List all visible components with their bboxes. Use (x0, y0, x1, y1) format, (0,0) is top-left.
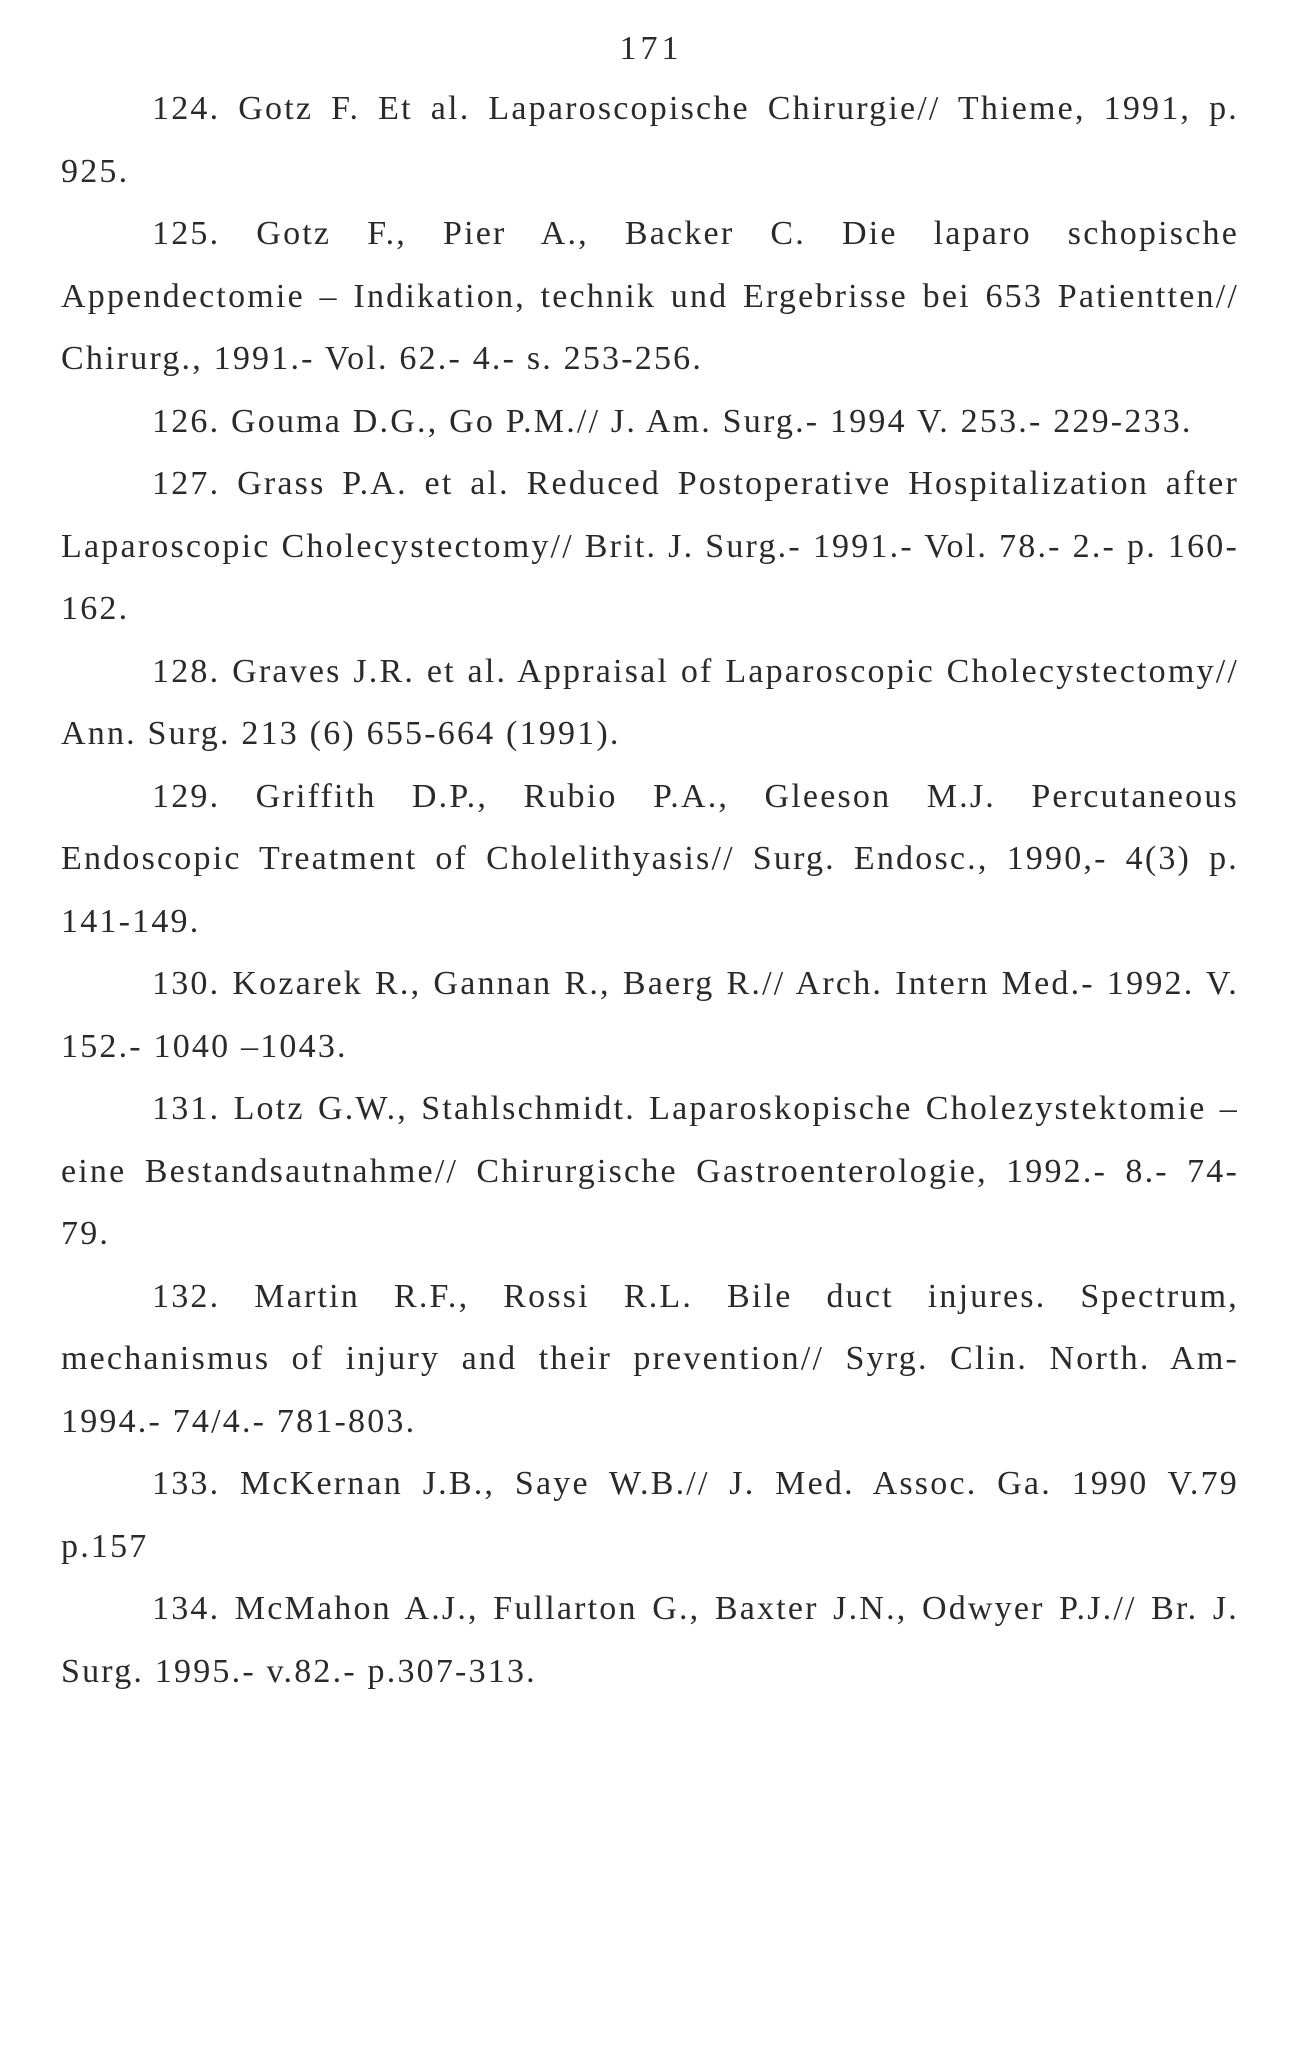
reference-item: 132. Martin R.F., Rossi R.L. Bile duct injures. Spectrum, mechanismus of injury and their prevention// Syrg. Clin. North. Am- 1994.- 74/4.- 781-803. (61, 1277, 1239, 1440)
reference-list (61, 78, 1239, 1703)
page-number: 171 (619, 30, 683, 67)
reference-item: 134. McMahon A.J., Fullarton G., Baxter J.N., Odwyer P.J.// Br. J. Surg. 1995.- v.82.- p.307-313. (61, 1590, 1239, 1690)
reference-item: 129. Griffith D.P., Rubio P.A., Gleeson M.J. Percutaneous Endoscopic Treatment of Cholelithyasis// Surg. Endosc., 1990,- 4(3) p. 141-149. (61, 777, 1239, 940)
reference-item: 131. Lotz G.W., Stahlschmidt. Laparoskopische Cholezystektomie – eine Bestandsautnahme// Chirurgische Gastroenterologie, 1992.- 8.- 74-79. (61, 1090, 1239, 1252)
reference-item: 133. McKernan J.B., Saye W.B.// J. Med. Assoc. Ga. 1990 V.79 p.157 (61, 1465, 1239, 1565)
reference-item: 128. Graves J.R. et al. Appraisal of Laparoscopic Cholecystectomy// Ann. Surg. 213 (6) 655-664 (1991). (61, 652, 1239, 752)
reference-item: 124. Gotz F. Et al. Laparoscopische Chirurgie// Thieme, 1991, p. 925. (61, 90, 1239, 190)
reference-item: 126. Gouma D.G., Go P.M.// J. Am. Surg.- 1994 V. 253.- 229-233. (152, 402, 1193, 440)
reference-item: 127. Grass P.A. et al. Reduced Postoperative Hospitalization after Laparoscopic Cholecystectomy// Brit. J. Surg.- 1991.- Vol. 78.- 2.- p. 160-162. (61, 465, 1239, 627)
reference-item: 125. Gotz F., Pier A., Backer C. Die laparo schopische Appendectomie – Indikation, technik und Ergebrisse bei 653 Patientten// Chirurg., 1991.- Vol. 62.- 4.- s. 253-256. (61, 215, 1239, 377)
reference-item: 130. Kozarek R., Gannan R., Baerg R.// Arch. Intern Med.- 1992. V. 152.- 1040 –1043. (61, 965, 1239, 1065)
